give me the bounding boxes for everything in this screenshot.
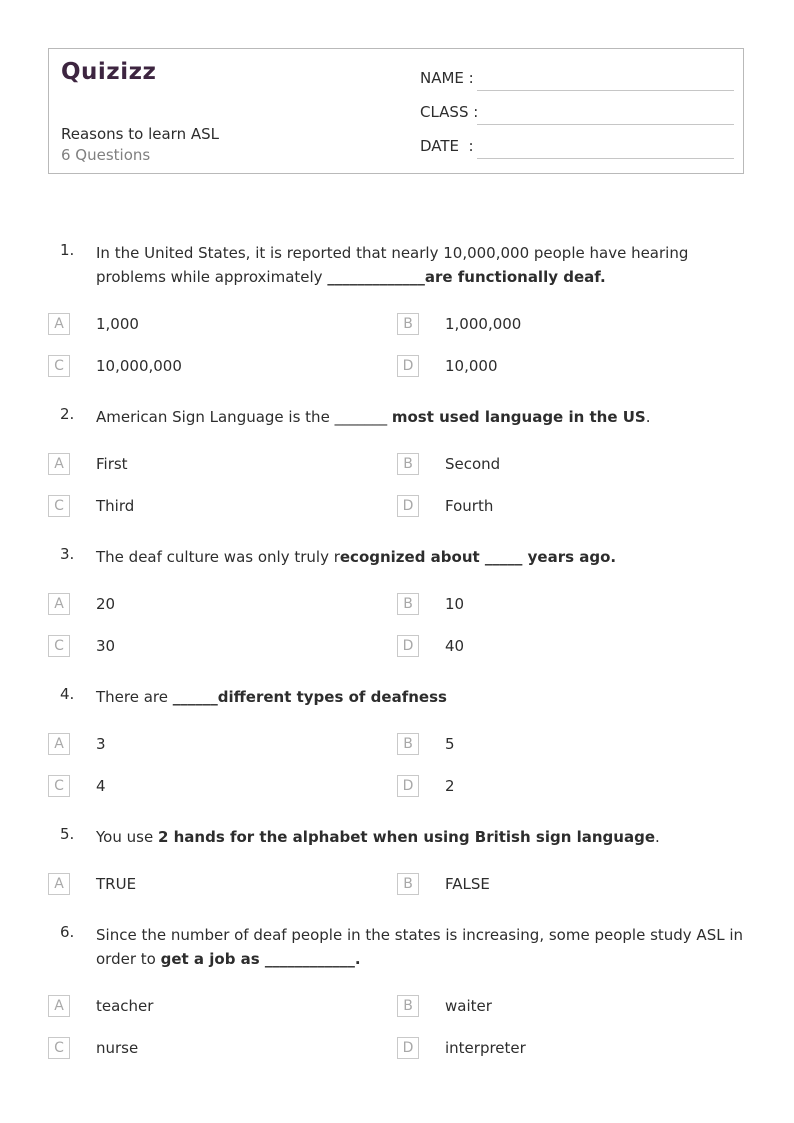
option-text: 1,000 bbox=[96, 315, 139, 333]
question-number: 3. bbox=[60, 545, 75, 563]
option-text: TRUE bbox=[96, 875, 137, 893]
class-line bbox=[477, 124, 734, 125]
question-number: 5. bbox=[60, 825, 75, 843]
option-text: 30 bbox=[96, 637, 116, 655]
option-text: First bbox=[96, 455, 128, 473]
option-letter-box: C bbox=[48, 1037, 70, 1059]
option-letter-box: A bbox=[48, 733, 70, 755]
option-text: 10 bbox=[445, 595, 465, 613]
question-number: 4. bbox=[60, 685, 75, 703]
question-text: The deaf culture was only truly recognized about _____ years ago. bbox=[96, 548, 617, 566]
option-text: Second bbox=[445, 455, 501, 473]
option-text: 4 bbox=[96, 777, 106, 795]
option-text: Third bbox=[96, 497, 135, 515]
option-letter-box: A bbox=[48, 593, 70, 615]
date-field[interactable] bbox=[420, 135, 734, 159]
question-number: 2. bbox=[60, 405, 75, 423]
question-text: In the United States, it is reported that nearly 10,000,000 people have hearing problems while approximately _____________are functionally deaf. bbox=[96, 244, 689, 286]
worksheet-header bbox=[48, 48, 744, 174]
option-letter-box: A bbox=[48, 313, 70, 335]
question-number: 1. bbox=[60, 241, 75, 259]
name-label: NAME : bbox=[420, 69, 474, 87]
name-line bbox=[477, 90, 734, 91]
option-text: 40 bbox=[445, 637, 465, 655]
option-text: 3 bbox=[96, 735, 106, 753]
option-letter-box: D bbox=[397, 495, 419, 517]
option-letter-box: C bbox=[48, 495, 70, 517]
option-letter-box: C bbox=[48, 775, 70, 797]
question-text: There are ______different types of deafness bbox=[96, 688, 447, 706]
option-text: 1,000,000 bbox=[445, 315, 522, 333]
option-letter-box: C bbox=[48, 355, 70, 377]
option-letter-box: B bbox=[397, 453, 419, 475]
class-field[interactable] bbox=[420, 101, 734, 125]
option-text: nurse bbox=[96, 1039, 139, 1057]
option-letter-box: B bbox=[397, 873, 419, 895]
option-text: 10,000 bbox=[445, 357, 498, 375]
option-letter-box: D bbox=[397, 635, 419, 657]
option-text: 2 bbox=[445, 777, 455, 795]
date-line bbox=[477, 158, 734, 159]
option-text: 5 bbox=[445, 735, 455, 753]
option-letter-box: C bbox=[48, 635, 70, 657]
option-letter-box: B bbox=[397, 593, 419, 615]
option-letter-box: D bbox=[397, 775, 419, 797]
option-letter-box: B bbox=[397, 733, 419, 755]
date-label: DATE : bbox=[420, 137, 474, 155]
quizizz-logo: Quizizz bbox=[61, 59, 157, 85]
option-text: FALSE bbox=[445, 875, 490, 893]
option-text: teacher bbox=[96, 997, 154, 1015]
option-letter-box: D bbox=[397, 355, 419, 377]
option-letter-box: A bbox=[48, 873, 70, 895]
option-text: Fourth bbox=[445, 497, 494, 515]
option-letter-box: B bbox=[397, 313, 419, 335]
option-text: 10,000,000 bbox=[96, 357, 182, 375]
option-text: 20 bbox=[96, 595, 116, 613]
question-count: 6 Questions bbox=[61, 146, 151, 164]
option-letter-box: A bbox=[48, 995, 70, 1017]
option-text: waiter bbox=[445, 997, 492, 1015]
option-letter-box: D bbox=[397, 1037, 419, 1059]
worksheet-title: Reasons to learn ASL bbox=[61, 125, 219, 143]
question-text: American Sign Language is the _______ most used language in the US. bbox=[96, 408, 651, 426]
question-number: 6. bbox=[60, 923, 75, 941]
question-text: Since the number of deaf people in the states is increasing, some people study ASL in order to get a job as ____________. bbox=[96, 926, 744, 968]
class-label: CLASS : bbox=[420, 103, 479, 121]
option-letter-box: A bbox=[48, 453, 70, 475]
option-letter-box: B bbox=[397, 995, 419, 1017]
question-text: You use 2 hands for the alphabet when using British sign language. bbox=[96, 828, 660, 846]
name-field[interactable] bbox=[420, 67, 734, 91]
option-text: interpreter bbox=[445, 1039, 526, 1057]
